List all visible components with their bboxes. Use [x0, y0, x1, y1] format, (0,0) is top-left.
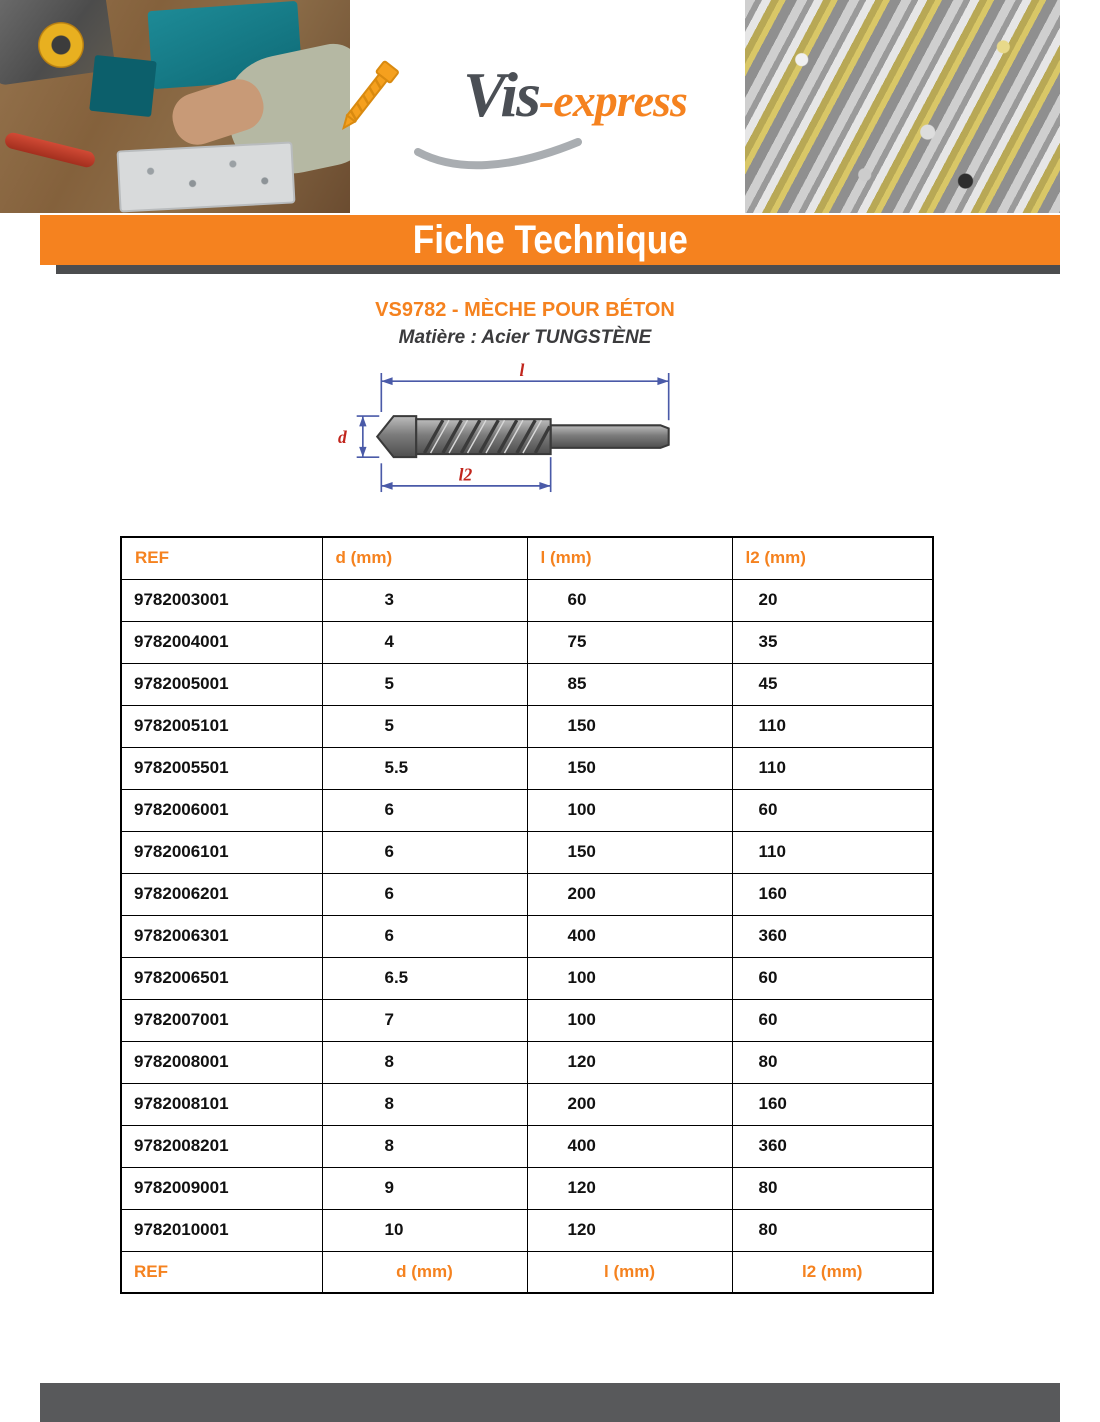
header-photo-screws — [745, 0, 1060, 213]
brand-logo — [350, 0, 745, 213]
table-row — [121, 621, 933, 663]
value-cell: 360 — [732, 915, 933, 957]
value-cell: 8 — [322, 1125, 527, 1167]
value-cell: 60 — [732, 957, 933, 999]
value-cell: 160 — [732, 873, 933, 915]
table-row — [121, 873, 933, 915]
product-title: VS9782 - MÈCHE POUR BÉTON — [375, 299, 675, 321]
table-footer-row — [121, 1251, 933, 1293]
table-row — [121, 1041, 933, 1083]
value-cell: 120 — [527, 1041, 732, 1083]
value-cell: 150 — [527, 705, 732, 747]
value-cell: 60 — [527, 579, 732, 621]
value-cell: 360 — [732, 1125, 933, 1167]
col-footer-l: l (mm) — [527, 1251, 732, 1293]
value-cell: 9 — [322, 1167, 527, 1209]
value-cell: 8 — [322, 1083, 527, 1125]
ref-cell: 9782008201 — [121, 1125, 322, 1167]
table-row — [121, 663, 933, 705]
value-cell: 60 — [732, 999, 933, 1041]
value-cell: 5.5 — [322, 747, 527, 789]
value-cell: 400 — [527, 1125, 732, 1167]
banner-shadow-bar — [56, 265, 1060, 274]
value-cell: 120 — [527, 1209, 732, 1251]
value-cell: 3 — [322, 579, 527, 621]
col-header-l2: l2 (mm) — [732, 537, 933, 579]
value-cell: 110 — [732, 747, 933, 789]
value-cell: 120 — [527, 1167, 732, 1209]
photo-decor-screw-box-small — [89, 55, 157, 117]
value-cell: 150 — [527, 747, 732, 789]
table-row — [121, 1125, 933, 1167]
col-header-d: d (mm) — [322, 537, 527, 579]
value-cell: 10 — [322, 1209, 527, 1251]
drill-bit-shape — [377, 416, 668, 457]
value-cell: 6.5 — [322, 957, 527, 999]
col-footer-ref: REF — [121, 1251, 322, 1293]
table-row — [121, 999, 933, 1041]
value-cell: 7 — [322, 999, 527, 1041]
dim-l-lines — [381, 373, 668, 420]
table-row — [121, 1083, 933, 1125]
col-footer-l2: l2 (mm) — [732, 1251, 933, 1293]
product-material: Matière : Acier TUNGSTÈNE — [398, 327, 652, 348]
photo-decor-tape-measure — [38, 22, 84, 68]
value-cell: 5 — [322, 663, 527, 705]
col-header-ref: REF — [121, 537, 322, 579]
value-cell: 110 — [732, 705, 933, 747]
value-cell: 160 — [732, 1083, 933, 1125]
brand-wordmark — [410, 58, 740, 132]
value-cell: 35 — [732, 621, 933, 663]
logo-swoosh-icon — [414, 138, 584, 178]
spec-table — [120, 536, 934, 1294]
value-cell: 100 — [527, 789, 732, 831]
photo-decor-red-tool — [3, 131, 96, 169]
value-cell: 400 — [527, 915, 732, 957]
drill-bit-diagram — [330, 362, 720, 502]
ref-cell: 9782007001 — [121, 999, 322, 1041]
ref-cell: 9782006301 — [121, 915, 322, 957]
spec-table-body — [121, 579, 933, 1251]
ref-cell: 9782004001 — [121, 621, 322, 663]
dim-label-l2: l2 — [458, 464, 473, 485]
col-header-l: l (mm) — [527, 537, 732, 579]
value-cell: 80 — [732, 1041, 933, 1083]
table-header-row — [121, 537, 933, 579]
value-cell: 45 — [732, 663, 933, 705]
value-cell: 200 — [527, 1083, 732, 1125]
value-cell: 150 — [527, 831, 732, 873]
value-cell: 4 — [322, 621, 527, 663]
header-photo-workbench — [0, 0, 350, 213]
value-cell: 100 — [527, 999, 732, 1041]
value-cell: 200 — [527, 873, 732, 915]
value-cell: 20 — [732, 579, 933, 621]
value-cell: 6 — [322, 915, 527, 957]
value-cell: 75 — [527, 621, 732, 663]
value-cell: 100 — [527, 957, 732, 999]
col-footer-d: d (mm) — [322, 1251, 527, 1293]
table-row — [121, 1167, 933, 1209]
dim-label-d: d — [337, 426, 347, 447]
ref-cell: 9782008101 — [121, 1083, 322, 1125]
ref-cell: 9782009001 — [121, 1167, 322, 1209]
table-row — [121, 747, 933, 789]
ref-cell: 9782005001 — [121, 663, 322, 705]
drill-diagram-svg — [330, 362, 720, 502]
ref-cell: 9782006501 — [121, 957, 322, 999]
ref-cell: 9782010001 — [121, 1209, 322, 1251]
brand-name: Vis — [463, 59, 539, 130]
value-cell: 6 — [322, 831, 527, 873]
table-row — [121, 831, 933, 873]
table-row — [121, 705, 933, 747]
dim-label-l: l — [519, 362, 525, 381]
value-cell: 8 — [322, 1041, 527, 1083]
value-cell: 5 — [322, 705, 527, 747]
banner — [40, 215, 1060, 265]
ref-cell: 9782006101 — [121, 831, 322, 873]
ref-cell: 9782006201 — [121, 873, 322, 915]
footer-bar — [40, 1383, 1060, 1422]
value-cell: 85 — [527, 663, 732, 705]
ref-cell: 9782003001 — [121, 579, 322, 621]
photo-decor-screw-tray — [116, 141, 295, 212]
screw-icon — [322, 48, 412, 148]
banner-title: Fiche Technique — [412, 217, 688, 262]
table-row — [121, 789, 933, 831]
value-cell: 110 — [732, 831, 933, 873]
value-cell: 6 — [322, 873, 527, 915]
ref-cell: 9782005101 — [121, 705, 322, 747]
table-row — [121, 579, 933, 621]
table-row — [121, 1209, 933, 1251]
brand-suffix: -express — [538, 75, 687, 126]
value-cell: 80 — [732, 1167, 933, 1209]
ref-cell: 9782006001 — [121, 789, 322, 831]
value-cell: 80 — [732, 1209, 933, 1251]
ref-cell: 9782008001 — [121, 1041, 322, 1083]
dim-d-lines — [357, 416, 380, 457]
value-cell: 6 — [322, 789, 527, 831]
value-cell: 60 — [732, 789, 933, 831]
table-row — [121, 915, 933, 957]
ref-cell: 9782005501 — [121, 747, 322, 789]
table-row — [121, 957, 933, 999]
